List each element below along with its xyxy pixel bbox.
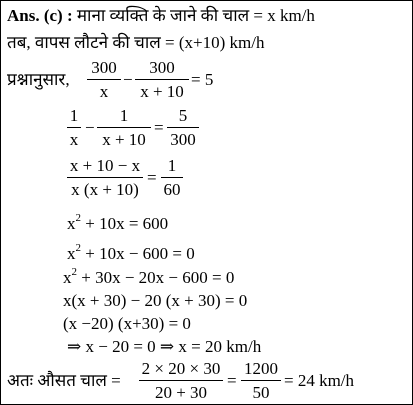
equation-split-middle (63, 266, 235, 287)
exponent: 2 (71, 266, 77, 278)
denominator: 60 (163, 180, 181, 199)
fraction-300-over-x-plus-10 (135, 59, 189, 100)
fraction-bar (241, 380, 281, 381)
equals-5: = 5 (191, 70, 214, 89)
equals-sign: = (147, 168, 157, 187)
equation-quadratic-600 (67, 212, 169, 233)
equals-sign: = (227, 371, 237, 390)
numerator: 1 (167, 156, 177, 175)
answer-label: Ans. (c) : (7, 6, 73, 25)
numerator: x + 10 − x (69, 156, 141, 175)
exponent: 2 (75, 212, 81, 224)
fraction-bar (161, 177, 183, 178)
fraction-average-speed (139, 360, 223, 401)
fraction-bar (97, 127, 151, 128)
minus-sign: − (85, 118, 95, 137)
expression-rest: + 10x = 600 (81, 214, 169, 233)
fraction-5-over-300 (167, 107, 199, 148)
numerator: 1 (119, 106, 129, 125)
fraction-1-over-x-plus-10 (97, 107, 151, 148)
numerator: 2 × 20 × 30 (141, 359, 221, 378)
fraction-bar (67, 177, 143, 178)
fraction-bar (87, 79, 121, 80)
fraction-simplified (67, 157, 143, 198)
numerator: 1200 (244, 359, 278, 378)
numerator: 5 (178, 106, 188, 125)
fraction-bar (67, 127, 81, 128)
numerator: 300 (149, 58, 175, 77)
denominator: x (69, 130, 79, 149)
equals-sign: = (154, 118, 164, 137)
numerator: 1 (69, 106, 79, 125)
equation-solution: ⇒ x − 20 = 0 ⇒ x = 20 km/h (67, 337, 262, 356)
variable: x (63, 268, 72, 287)
denominator: x (x + 10) (71, 180, 139, 199)
expression-rest: + 30x − 20x − 600 = 0 (77, 268, 235, 287)
answer-line-1 (7, 7, 315, 24)
fraction-bar (139, 380, 223, 381)
fraction-1-over-60 (161, 157, 183, 198)
fraction-300-over-x (87, 59, 121, 100)
denominator: x + 10 (140, 82, 184, 101)
numerator: 300 (91, 58, 117, 77)
variable: x (67, 214, 76, 233)
expression-rest: + 10x − 600 = 0 (81, 244, 195, 263)
speed-return-text: तब, वापस लौटने की चाल = (x+10) km/h (7, 33, 265, 52)
fraction-bar (135, 79, 189, 80)
denominator: 20 + 30 (154, 383, 208, 402)
equation-factor-group: x(x + 30) − 20 (x + 30) = 0 (63, 291, 248, 310)
fraction-1200-over-50 (241, 360, 281, 401)
minus-sign: − (123, 70, 133, 89)
exponent: 2 (75, 242, 81, 254)
denominator: x (99, 82, 109, 101)
fraction-bar (167, 127, 199, 128)
equation-factored: (x −20) (x+30) = 0 (63, 314, 191, 333)
prashnanusar-label: प्रश्नानुसार, (7, 70, 70, 89)
final-result: = 24 km/h (284, 371, 355, 390)
equation-quadratic-zero (67, 242, 195, 263)
denominator: 50 (252, 383, 270, 402)
denominator: x + 10 (102, 130, 146, 149)
fraction-1-over-x (67, 107, 81, 148)
average-speed-label: अतः औसत चाल = (7, 371, 121, 390)
variable: x (67, 244, 76, 263)
speed-going-text: माना व्यक्ति के जाने की चाल = x km/h (76, 6, 315, 25)
denominator: 300 (170, 130, 196, 149)
